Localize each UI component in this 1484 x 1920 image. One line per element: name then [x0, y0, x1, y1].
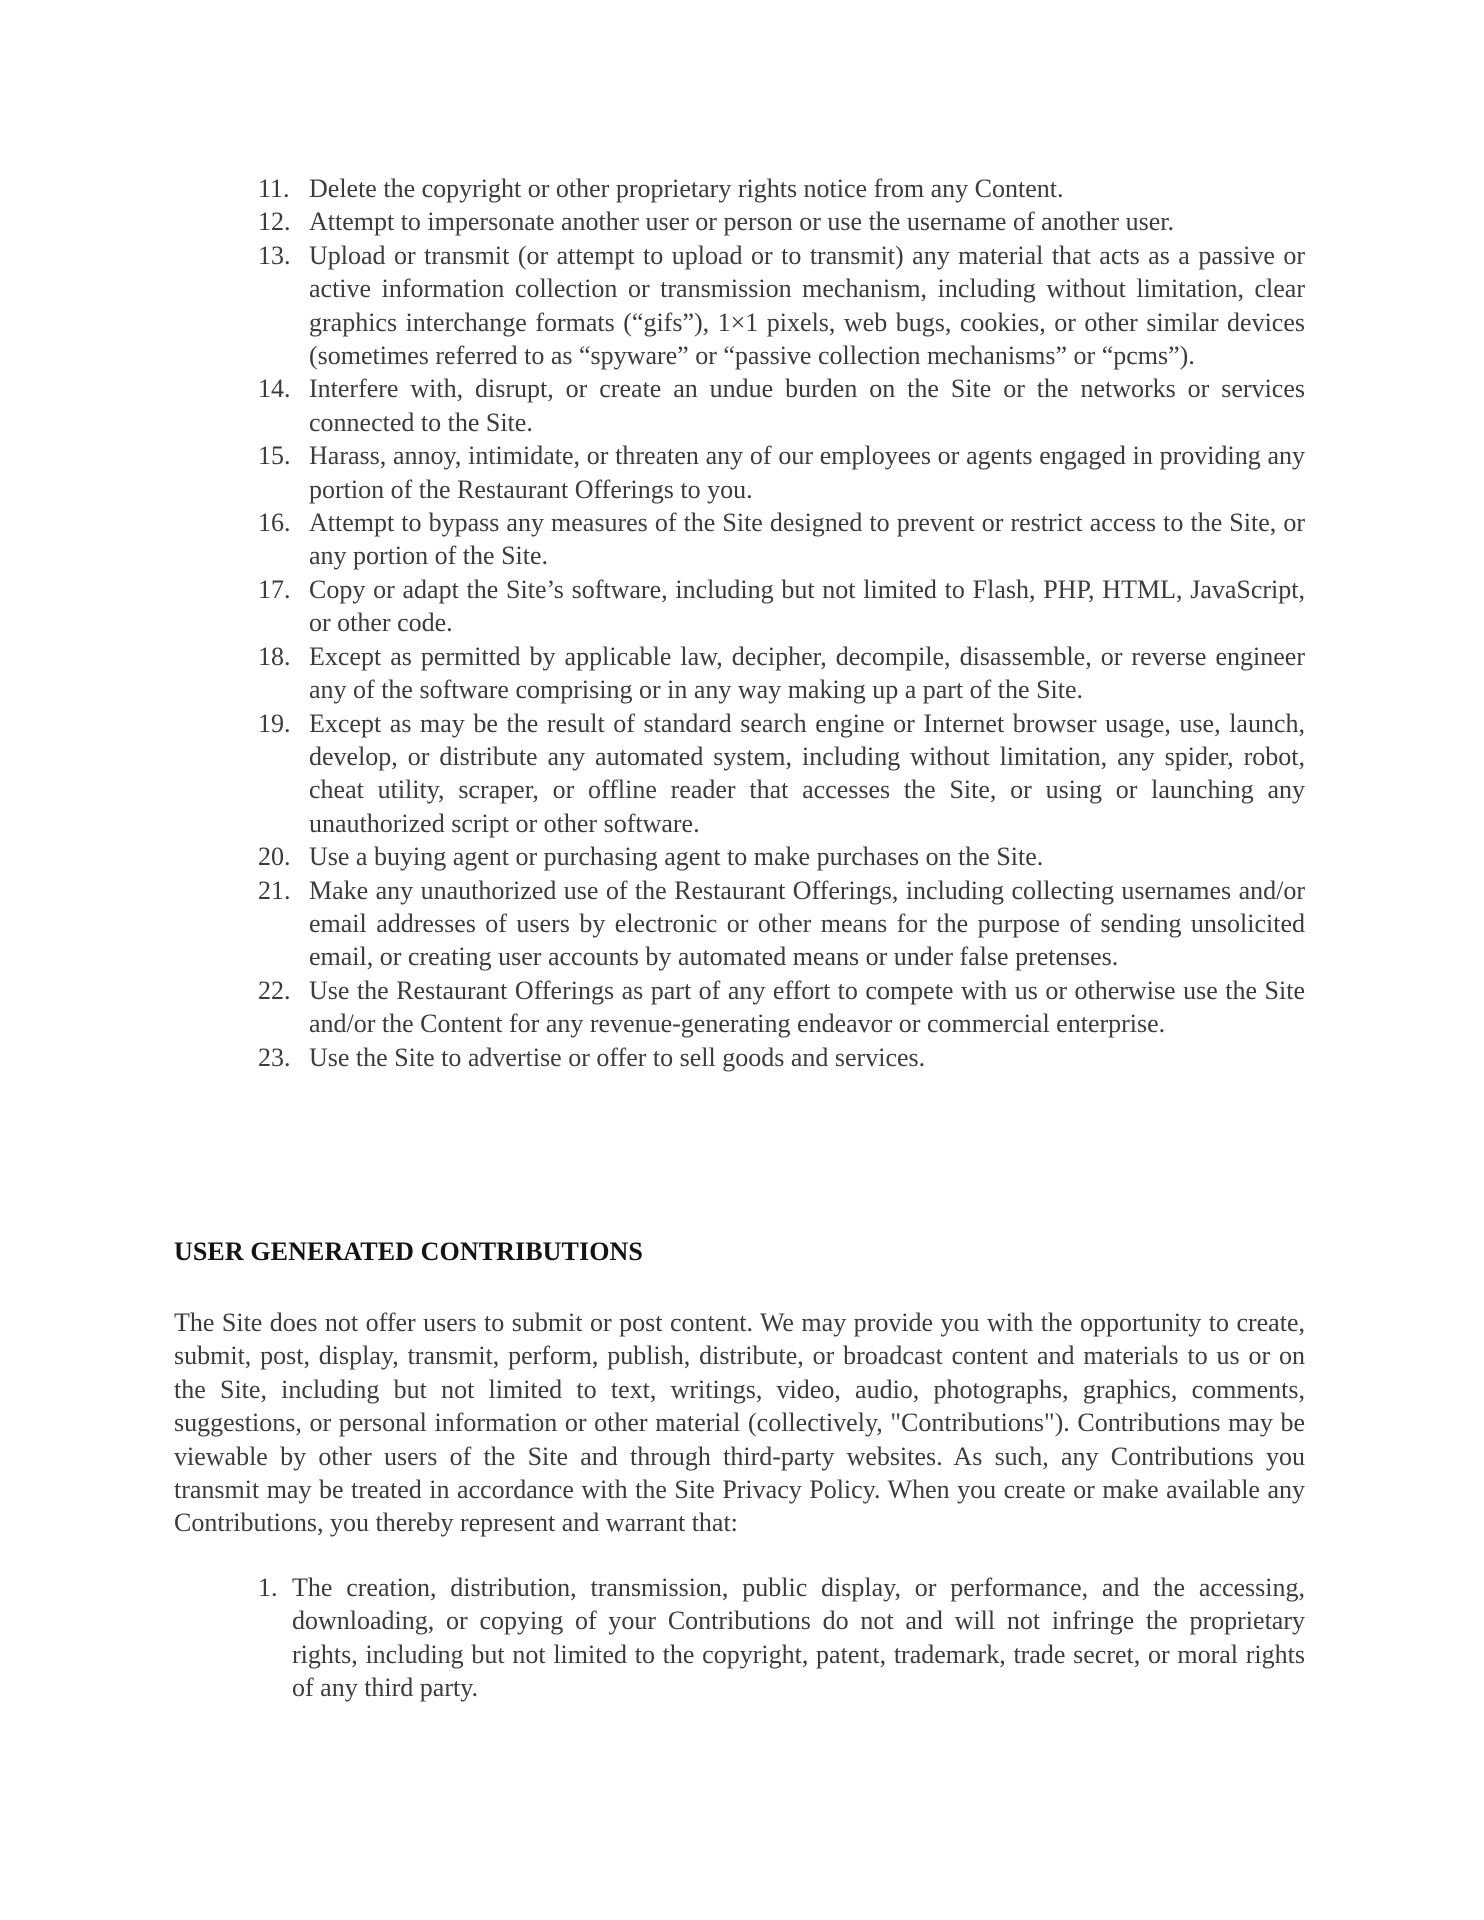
list-item-number: 22.: [258, 975, 291, 1005]
list-item-text: Use the Restaurant Offerings as part of any effort to compete with us or otherwise use the Site and/or the Content for any revenue-generating endeavor or commercial enterprise.: [309, 975, 1305, 1039]
list-item-number: 18.: [258, 641, 291, 671]
list-item-number: 15.: [258, 441, 291, 471]
list-item-number: 20.: [258, 842, 291, 872]
list-item-number: 23.: [258, 1042, 291, 1072]
list-item: [258, 840, 1305, 873]
list-item-number: 12.: [258, 207, 291, 237]
list-item-number: 1.: [258, 1573, 278, 1602]
list-item: [258, 974, 1305, 1041]
list-item-text: Copy or adapt the Site’s software, including but not limited to Flash, PHP, HTML, JavaScript, or other code.: [309, 574, 1305, 638]
list-item-text: Use a buying agent or purchasing agent to make purchases on the Site.: [309, 842, 1044, 872]
section-paragraph: The Site does not offer users to submit or post content. We may provide you with the opportunity to create, submit, post, display, transmit, perform, publish, distribute, or broadcast content and materials to us or on the Site, including but not limited to text, writings, video, audio, photographs, graphics, comments, suggestions, or personal information or other material (collectively, "Contributions"). Contributions may be viewable by other users of the Site and through third-party websites. As such, any Contributions you transmit may be treated in accordance with the Site Privacy Policy. When you create or make available any Contributions, you thereby represent and warrant that:: [174, 1308, 1305, 1538]
contributions-warranty-list: [258, 1571, 1305, 1705]
list-item: [258, 439, 1305, 506]
list-item-number: 17.: [258, 574, 291, 604]
prohibited-activities-list: [258, 172, 1305, 1074]
list-item-number: 21.: [258, 875, 291, 905]
list-item: [258, 874, 1305, 974]
list-item: [258, 1041, 1305, 1074]
list-item-text: Attempt to bypass any measures of the Site designed to prevent or restrict access to the Site, or any portion of the Site.: [309, 508, 1305, 571]
list-item: [258, 172, 1305, 205]
list-item-text: Make any unauthorized use of the Restaurant Offerings, including collecting usernames and/or email addresses of users by electronic or other means for the purpose of sending unsolicited email, or creating user accounts by automated means or under false pretenses.: [309, 875, 1305, 972]
list-item: [258, 707, 1305, 841]
list-item-text: Interfere with, disrupt, or create an undue burden on the Site or the networks or services connected to the Site.: [309, 374, 1305, 437]
list-item: [258, 239, 1305, 373]
list-item-text: Delete the copyright or other proprietary rights notice from any Content.: [309, 174, 1064, 203]
list-item-number: 14.: [258, 374, 291, 404]
list-item-text: The creation, distribution, transmission, public display, or performance, and the accessing, downloading, or copying of your Contributions do not and will not infringe the proprietary rights, including but not limited to the copyright, patent, trademark, trade secret, or moral rights of any third party.: [292, 1573, 1305, 1703]
list-item: [258, 205, 1305, 238]
list-item: [258, 506, 1305, 573]
list-item-text: Attempt to impersonate another user or person or use the username of another user.: [309, 207, 1174, 237]
list-item-text: Use the Site to advertise or offer to sell goods and services.: [309, 1042, 926, 1072]
list-item-number: 19.: [258, 708, 291, 738]
list-item-number: 16.: [258, 508, 291, 538]
list-item: [258, 372, 1305, 439]
list-item: [258, 1571, 1305, 1705]
list-item: [258, 573, 1305, 640]
list-item: [258, 640, 1305, 707]
list-item-number: 13.: [258, 240, 291, 270]
list-item-text: Harass, annoy, intimidate, or threaten any of our employees or agents engaged in providing any portion of the Restaurant Offerings to you.: [309, 441, 1305, 504]
list-item-text: Upload or transmit (or attempt to upload or to transmit) any material that acts as a passive or active information collection or transmission mechanism, including without limitation, clear graphics interchange formats (“gifs”), 1×1 pixels, web bugs, cookies, or other similar devices (sometimes referred to as “spyware” or “passive collection mechanisms” or “pcms”).: [309, 240, 1305, 371]
section-heading: USER GENERATED CONTRIBUTIONS: [174, 1237, 643, 1266]
list-item-text: Except as permitted by applicable law, decipher, decompile, disassemble, or reverse engineer any of the software comprising or in any way making up a part of the Site.: [309, 641, 1305, 705]
list-item-number: 11.: [258, 174, 290, 203]
list-item-text: Except as may be the result of standard search engine or Internet browser usage, use, launch, develop, or distribute any automated system, including without limitation, any spider, robot, cheat utility, scraper, or offline reader that accesses the Site, or using or launching any unauthorized script or other software.: [309, 708, 1305, 838]
